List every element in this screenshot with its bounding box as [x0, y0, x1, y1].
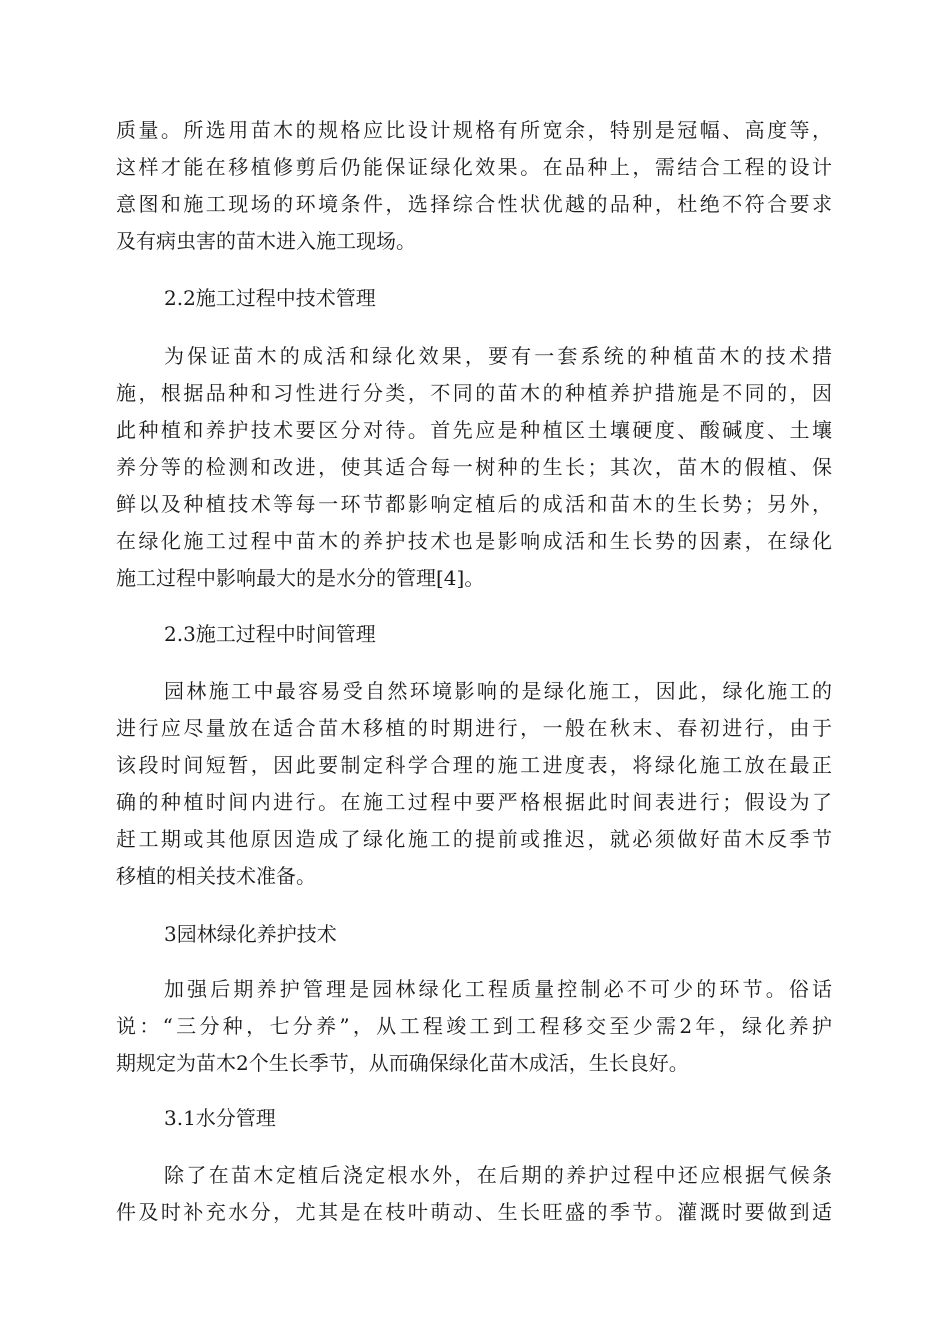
paragraph-quality	[116, 112, 832, 260]
text-line: 确的种植时间内进行。在施工过程中要严格根据此时间表进行；假设为了	[116, 790, 832, 814]
paragraph-technical-management	[116, 338, 832, 597]
paragraph-water-management	[116, 1157, 832, 1231]
section-heading-2-3: 2.3施工过程中时间管理	[164, 622, 376, 646]
text-line: 期规定为苗木2个生长季节，从而确保绿化苗木成活，生长良好。	[116, 1051, 689, 1075]
text-line: 施，根据品种和习性进行分类，不同的苗木的种植养护措施是不同的，因	[116, 381, 832, 405]
text-line: 质量。所选用苗木的规格应比设计规格有所宽余，特别是冠幅、高度等，	[116, 118, 832, 142]
text-line: 养分等的检测和改进，使其适合每一树种的生长；其次，苗木的假植、保	[116, 455, 832, 479]
text-line: 在绿化施工过程中苗木的养护技术也是影响成活和生长势的因素，在绿化	[116, 529, 832, 553]
text-line: 施工过程中影响最大的是水分的管理[4]。	[116, 566, 485, 590]
text-line: 园林施工中最容易受自然环境影响的是绿化施工，因此，绿化施工的	[164, 679, 832, 703]
text-line: 加强后期养护管理是园林绿化工程质量控制必不可少的环节。俗话	[164, 977, 832, 1001]
text-line: 该段时间短暂，因此要制定科学合理的施工进度表，将绿化施工放在最正	[116, 753, 832, 777]
text-line: 进行应尽量放在适合苗木移植的时期进行，一般在秋末、春初进行，由于	[116, 716, 832, 740]
text-line: 件及时补充水分，尤其是在枝叶萌动、生长旺盛的季节。灌溉时要做到适	[116, 1200, 832, 1224]
text-line: 除了在苗木定植后浇定根水外，在后期的养护过程中还应根据气候条	[164, 1163, 832, 1187]
section-heading-2-2: 2.2施工过程中技术管理	[164, 286, 376, 310]
section-heading-3: 3园林绿化养护技术	[164, 922, 337, 946]
text-line: 此种植和养护技术要区分对待。首先应是种植区土壤硬度、酸碱度、土壤	[116, 418, 832, 442]
paragraph-maintenance	[116, 971, 832, 1082]
text-line: 移植的相关技术准备。	[116, 864, 316, 888]
text-line: 为保证苗木的成活和绿化效果，要有一套系统的种植苗木的技术措	[164, 344, 832, 368]
text-line: 说：“三分种，七分养”，从工程竣工到工程移交至少需2年，绿化养护	[116, 1014, 832, 1038]
text-line: 及有病虫害的苗木进入施工现场。	[116, 229, 416, 253]
section-heading-3-1: 3.1水分管理	[164, 1106, 276, 1130]
text-line: 赶工期或其他原因造成了绿化施工的提前或推迟，就必须做好苗木反季节	[116, 827, 832, 851]
paragraph-time-management	[116, 673, 832, 895]
text-line: 鲜以及种植技术等每一环节都影响定植后的成活和苗木的生长势；另外，	[116, 492, 832, 516]
text-line: 意图和施工现场的环境条件，选择综合性状优越的品种，杜绝不符合要求	[116, 192, 832, 216]
text-line: 这样才能在移植修剪后仍能保证绿化效果。在品种上，需结合工程的设计	[116, 155, 832, 179]
